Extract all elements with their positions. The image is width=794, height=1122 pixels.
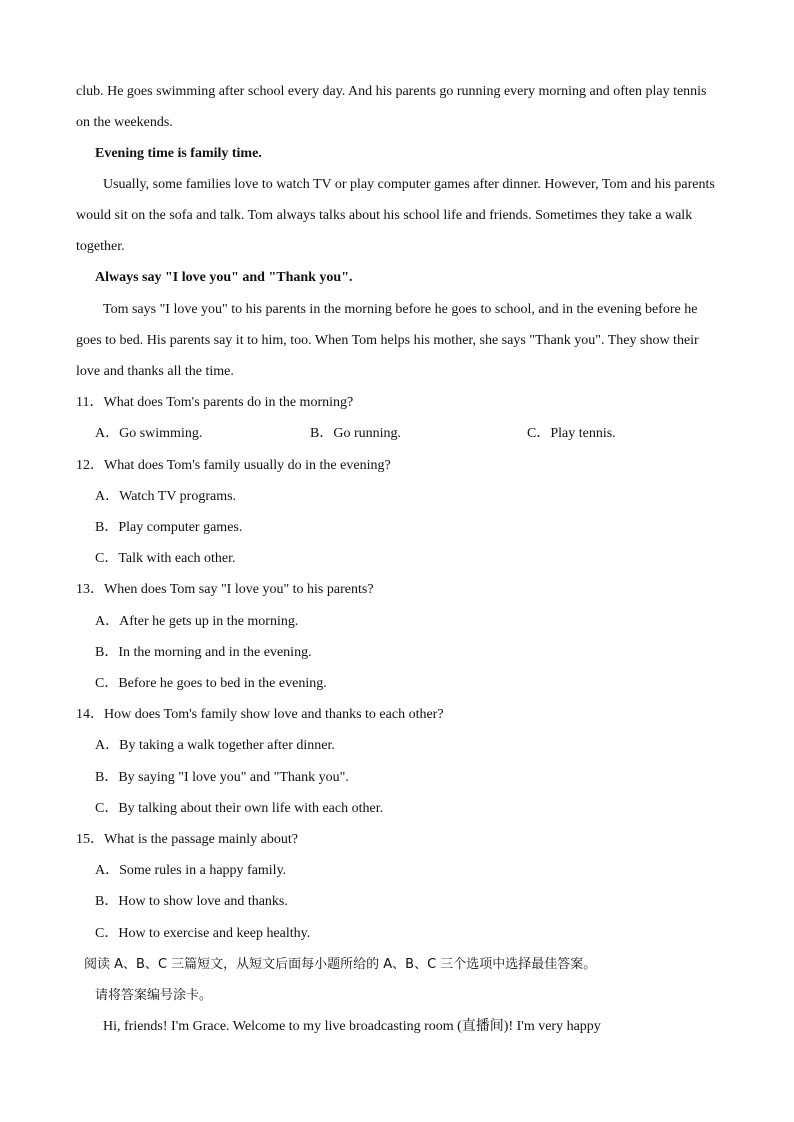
question-stem-15: 15．What is the passage mainly about? xyxy=(76,832,298,847)
question-13-option-c: C．Before he goes to bed in the evening. xyxy=(95,676,327,691)
question-13-option-a: A．After he gets up in the morning. xyxy=(95,614,299,629)
passage-line: club. He goes swimming after school every day. And his parents go running every morning and often play tennis xyxy=(76,84,707,99)
passage-line: love and thanks all the time. xyxy=(76,364,234,379)
question-12-option-b: B．Play computer games. xyxy=(95,520,243,535)
question-12-option-a: A．Watch TV programs. xyxy=(95,489,237,504)
question-15-option-c: C．How to exercise and keep healthy. xyxy=(95,926,311,941)
section-heading-love: Always say "I love you" and "Thank you". xyxy=(95,270,353,285)
next-passage-line: Hi, friends! I'm Grace. Welcome to my live broadcasting room (直播间)! I'm very happy xyxy=(103,1019,601,1034)
section-instructions-note: 请将答案编号涂卡。 xyxy=(95,988,213,1003)
passage-line: would sit on the sofa and talk. Tom always talks about his school life and friends. Sometimes they take a walk xyxy=(76,208,693,223)
question-15-option-a: A．Some rules in a happy family. xyxy=(95,863,287,878)
passage-line: together. xyxy=(76,239,125,254)
section-instructions: 阅读 A、B、C 三篇短文，从短文后面每小题所给的 A、B、C 三个选项中选择最佳答案。 xyxy=(84,957,597,972)
question-stem-12: 12．What does Tom's family usually do in the evening? xyxy=(76,458,391,473)
question-14-option-a: A．By taking a walk together after dinner. xyxy=(95,738,335,753)
question-14-option-c: C．By talking about their own life with each other. xyxy=(95,801,384,816)
question-13-option-b: B．In the morning and in the evening. xyxy=(95,645,312,660)
question-stem-11: 11．What does Tom's parents do in the morning? xyxy=(76,395,354,410)
passage-line: goes to bed. His parents say it to him, too. When Tom helps his mother, she says "Thank you". They show their xyxy=(76,333,699,348)
passage-line: Usually, some families love to watch TV or play computer games after dinner. However, Tom and his parents xyxy=(103,177,715,192)
section-heading-evening: Evening time is family time. xyxy=(95,146,262,161)
question-14-option-b: B．By saying "I love you" and "Thank you". xyxy=(95,770,349,785)
question-11-option-b: B．Go running. xyxy=(310,426,401,441)
question-11-option-a: A．Go swimming. xyxy=(95,426,203,441)
question-11-option-c: C．Play tennis. xyxy=(527,426,616,441)
passage-line: on the weekends. xyxy=(76,115,173,130)
question-stem-13: 13．When does Tom say "I love you" to his parents? xyxy=(76,582,374,597)
passage-line: Tom says "I love you" to his parents in the morning before he goes to school, and in the evening before he xyxy=(103,302,698,317)
question-12-option-c: C．Talk with each other. xyxy=(95,551,236,566)
question-stem-14: 14．How does Tom's family show love and thanks to each other? xyxy=(76,707,444,722)
question-15-option-b: B．How to show love and thanks. xyxy=(95,894,288,909)
